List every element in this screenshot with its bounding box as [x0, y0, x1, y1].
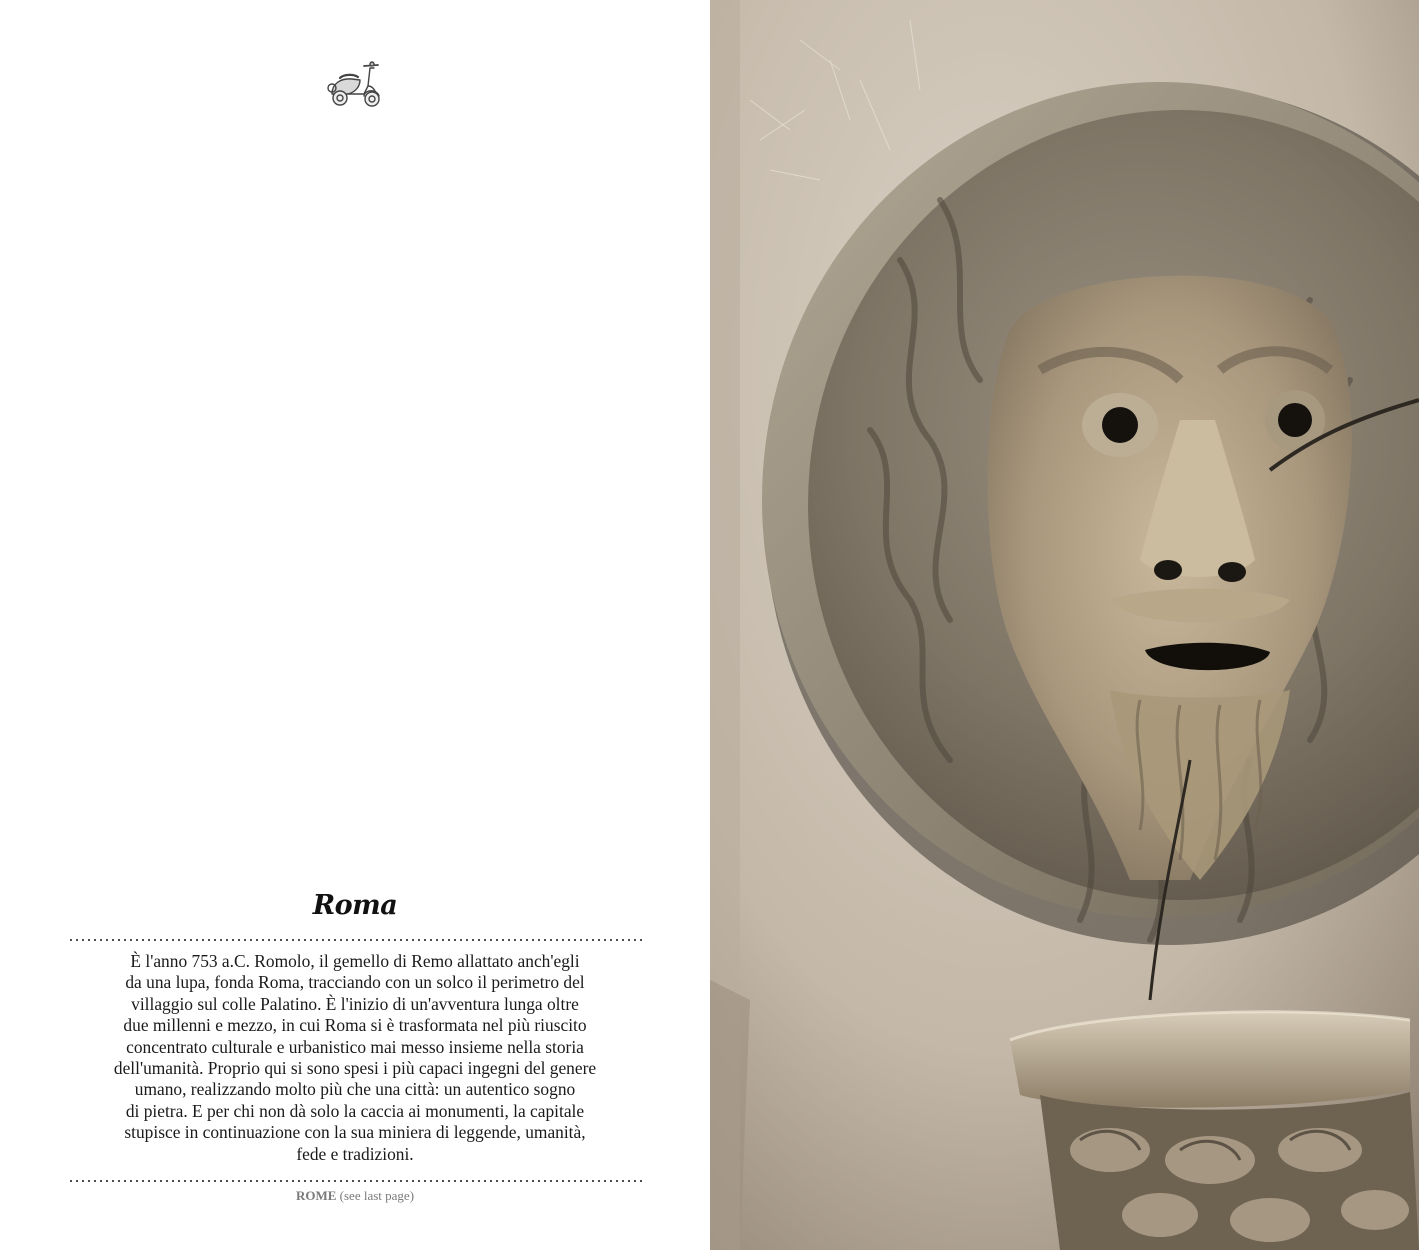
body-line: dell'umanità. Proprio qui si sono spesi i più capaci ingegni del genere	[113, 1058, 597, 1079]
body-line: da una lupa, fonda Roma, tracciando con un solco il perimetro del	[125, 972, 585, 993]
body-text	[70, 951, 640, 1165]
body-line: umano, realizzando molto più che una città: un autentico sogno	[134, 1079, 576, 1100]
scooter-icon	[326, 56, 384, 112]
body-line: concentrato culturale e urbanistico mai messo insieme nella storia	[126, 1036, 584, 1057]
page-title: Roma	[312, 890, 398, 921]
caption-place: ROME	[295, 1188, 337, 1203]
body-line: due millenni e mezzo, in cui Roma si è trasformata nel più riuscito	[123, 1015, 587, 1036]
dotted-divider-bottom	[68, 1180, 643, 1182]
body-line: stupisce in continuazione con la sua miniera di leggende, umanità,	[124, 1122, 586, 1143]
body-line: È l'anno 753 a.C. Romolo, il gemello di Remo allattato anch'egli	[130, 951, 580, 971]
body-line: villaggio sul colle Palatino. È l'inizio di un'avventura lunga oltre	[131, 993, 579, 1014]
photo-bocca-della-verita	[710, 0, 1419, 1250]
photo-caption	[0, 1188, 710, 1204]
stone-mask-illustration	[710, 0, 1419, 1250]
dotted-divider-top	[68, 939, 643, 941]
body-line: di pietra. E per chi non dà solo la caccia ai monumenti, la capitale	[125, 1100, 585, 1121]
body-line: fede e tradizioni.	[296, 1143, 414, 1164]
caption-note: (see last page)	[339, 1188, 415, 1203]
